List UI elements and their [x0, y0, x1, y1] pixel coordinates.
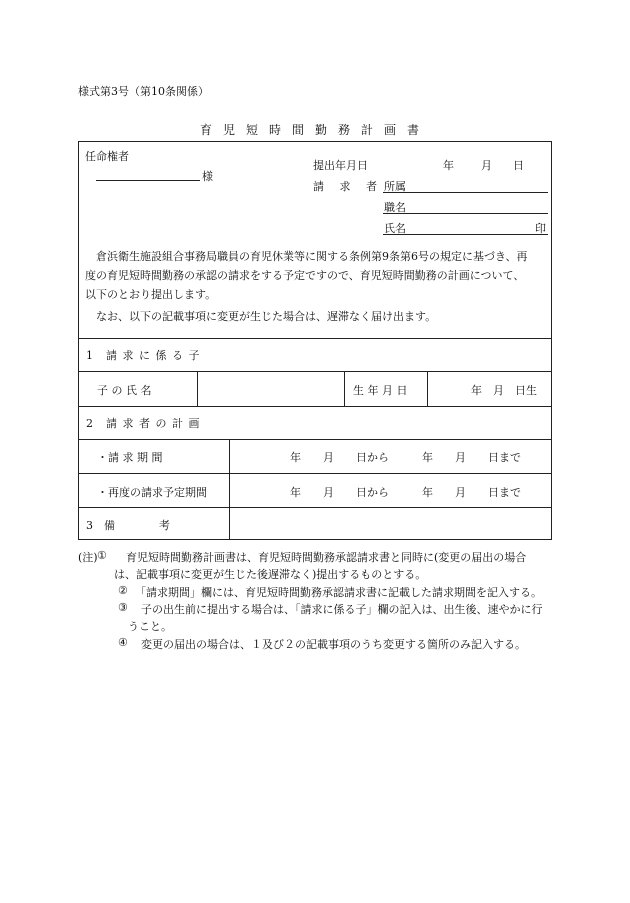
rule-after-repeat-period	[78, 507, 552, 508]
note-1-num: ①	[97, 549, 107, 562]
seal-mark: 印	[535, 222, 546, 235]
submit-day-label: 日	[513, 159, 524, 172]
sama-suffix: 様	[202, 170, 213, 183]
name-line[interactable]	[383, 234, 548, 235]
repeat-period-label: ・再度の請求予定期間	[97, 486, 207, 499]
document-title: 育児短時間勤務計画書	[199, 123, 430, 137]
rule-after-section1-heading	[78, 371, 552, 372]
submit-year-label: 年	[443, 159, 454, 172]
note-2-num: ②	[118, 584, 128, 597]
form-table	[78, 141, 552, 540]
divider-plan-label	[229, 439, 230, 540]
body-line-2: 度の育児短時間勤務の承認の請求をする予定ですので、育児短時間勤務の計画について、	[85, 269, 525, 282]
body-line-3: 以下のとおり提出します。	[85, 288, 217, 301]
rule-after-section2-heading	[78, 439, 552, 440]
divider-child-name	[197, 371, 198, 406]
divider-birthdate-label-left	[344, 371, 345, 406]
submit-month-label: 月	[481, 159, 492, 172]
rule-after-child-row	[78, 406, 552, 407]
name-label: 氏名	[384, 222, 406, 235]
body-line-4: なお、以下の記載事項に変更が生じた場合は、遅滞なく届け出ます。	[96, 310, 437, 323]
authority-name-line[interactable]	[96, 180, 200, 181]
child-name-label: 子 の 氏 名	[97, 384, 152, 397]
divider-birthdate-label-right	[427, 371, 428, 406]
note-1-line-1: 育児短時間勤務計画書は、育児短時間勤務承認請求書と同時に(変更の届出の場合	[126, 551, 527, 564]
form-number-label: 様式第3号（第10条関係）	[78, 85, 209, 98]
requester-label: 請 求 者	[313, 180, 383, 193]
section1-heading: 1 請 求 に 係 る 子	[86, 349, 201, 362]
notes-prefix: (注)	[78, 551, 98, 564]
note-3-line-2: うこと。	[128, 620, 172, 633]
affiliation-line[interactable]	[383, 192, 548, 193]
section2-heading: 2 請 求 者 の 計 画	[86, 417, 201, 430]
rule-after-paragraph	[78, 338, 552, 339]
birthdate-value[interactable]: 年 月 日生	[471, 384, 537, 397]
request-period-value[interactable]: 年 月 日から 年 月 日まで	[290, 451, 521, 464]
birthdate-label: 生 年 月 日	[353, 384, 408, 397]
position-label: 職名	[384, 201, 406, 214]
position-line[interactable]	[383, 213, 548, 214]
repeat-period-value[interactable]: 年 月 日から 年 月 日まで	[290, 486, 521, 499]
note-1-line-2: は、記載事項に変更が生じた後遅滞なく)提出するものとする。	[114, 568, 427, 581]
request-period-label: ・請 求 期 間	[97, 451, 163, 464]
note-2-line-1: 「請求期間」欄には、育児短時間勤務承認請求書に記載した請求期間を記入する。	[135, 586, 542, 599]
note-3-line-1: 子の出生前に提出する場合は、「請求に係る子」欄の記入は、出生後、速やかに行	[141, 603, 543, 616]
affiliation-label: 所属	[384, 180, 406, 193]
note-3-num: ③	[118, 601, 128, 614]
body-line-1: 倉浜衛生施設組合事務局職員の育児休業等に関する条例第9条第6号の規定に基づき、再	[96, 250, 528, 263]
rule-after-request-period	[78, 473, 552, 474]
remarks-field[interactable]	[234, 511, 548, 537]
child-name-field[interactable]	[203, 376, 341, 403]
note-4-line-1: 変更の届出の場合は、１及び２の記載事項のうち変更する箇所のみ記入する。	[141, 638, 526, 651]
note-4-num: ④	[118, 636, 128, 649]
appointing-authority-label: 任命権者	[85, 150, 129, 163]
remarks-label: 3 備 考	[86, 519, 170, 532]
submit-date-label: 提出年月日	[313, 159, 368, 172]
